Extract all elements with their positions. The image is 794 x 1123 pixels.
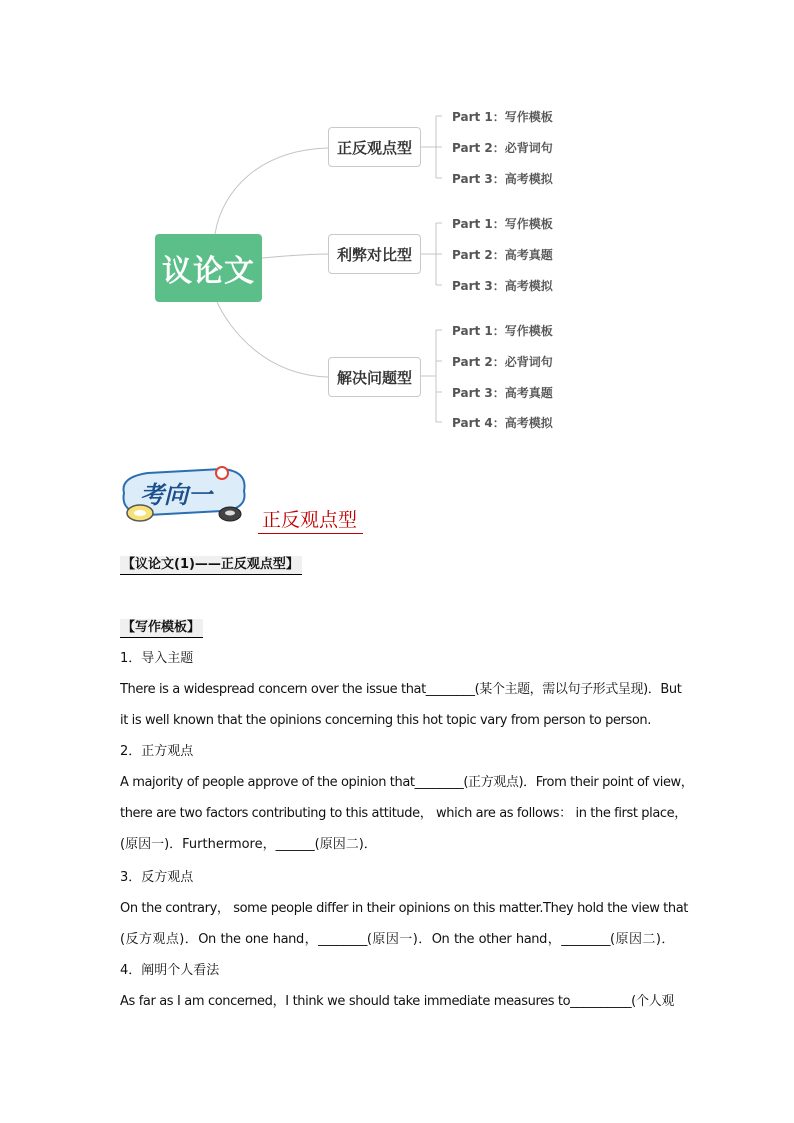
mindmap-leaf: Part 3：高考真题: [452, 386, 553, 400]
mindmap-leaf: Part 3：高考模拟: [452, 279, 553, 293]
template-label: 【写作模板】: [120, 619, 203, 638]
mindmap-category-problem-solving: 解决问题型: [328, 357, 421, 397]
mindmap-leaf: Part 1：写作模板: [452, 217, 553, 231]
heading-intro: 1．导入主题: [120, 651, 194, 666]
badge-text: 考向一: [140, 480, 212, 509]
paragraph-line: it is well known that the opinions concerning this hot topic vary from person to person.: [120, 713, 651, 728]
mindmap-leaf: Part 3：高考模拟: [452, 172, 553, 186]
heading-opinion: 4．阐明个人看法: [120, 963, 220, 978]
mindmap-leaf: Part 1：写作模板: [452, 324, 553, 338]
paragraph-line: there are two factors contributing to this attitude， which are as follows： in the first place，: [120, 806, 687, 821]
mindmap-root: 议论文: [155, 234, 262, 302]
mindmap-leaf: Part 2：必背词句: [452, 355, 553, 369]
paragraph-line: A majority of people approve of the opinion that________(正方观点)．From their point of view，: [120, 775, 694, 790]
mindmap-category-advantages: 利弊对比型: [328, 234, 421, 274]
mindmap-leaf: Part 1：写作模板: [452, 110, 553, 124]
paragraph-line: (原因一)．Furthermore，______(原因二)．: [120, 837, 377, 852]
mindmap-category-pro-con: 正反观点型: [328, 127, 421, 167]
paragraph-line: As far as I am concerned，I think we should take immediate measures to__________(个人观: [120, 994, 674, 1009]
heading-con: 3．反方观点: [120, 870, 194, 885]
section-badge: [118, 463, 250, 525]
mindmap-leaf: Part 2：高考真题: [452, 248, 553, 262]
mindmap-leaf: Part 4：高考模拟: [452, 416, 553, 430]
paragraph-line: (反方观点)．On the one hand，________(原因一)．On the other hand，________(原因二)．: [120, 932, 674, 947]
mindmap-leaf: Part 2：必背词句: [452, 141, 553, 155]
paragraph-line: On the contrary， some people differ in their opinions on this matter.They hold the view that: [120, 901, 688, 916]
section-label: 【议论文(1)——正反观点型】: [120, 556, 302, 575]
paragraph-line: There is a widespread concern over the issue that________(某个主题，需以句子形式呈现)．But: [120, 682, 682, 697]
section-title: 正反观点型: [258, 505, 363, 534]
heading-pro: 2．正方观点: [120, 744, 194, 759]
